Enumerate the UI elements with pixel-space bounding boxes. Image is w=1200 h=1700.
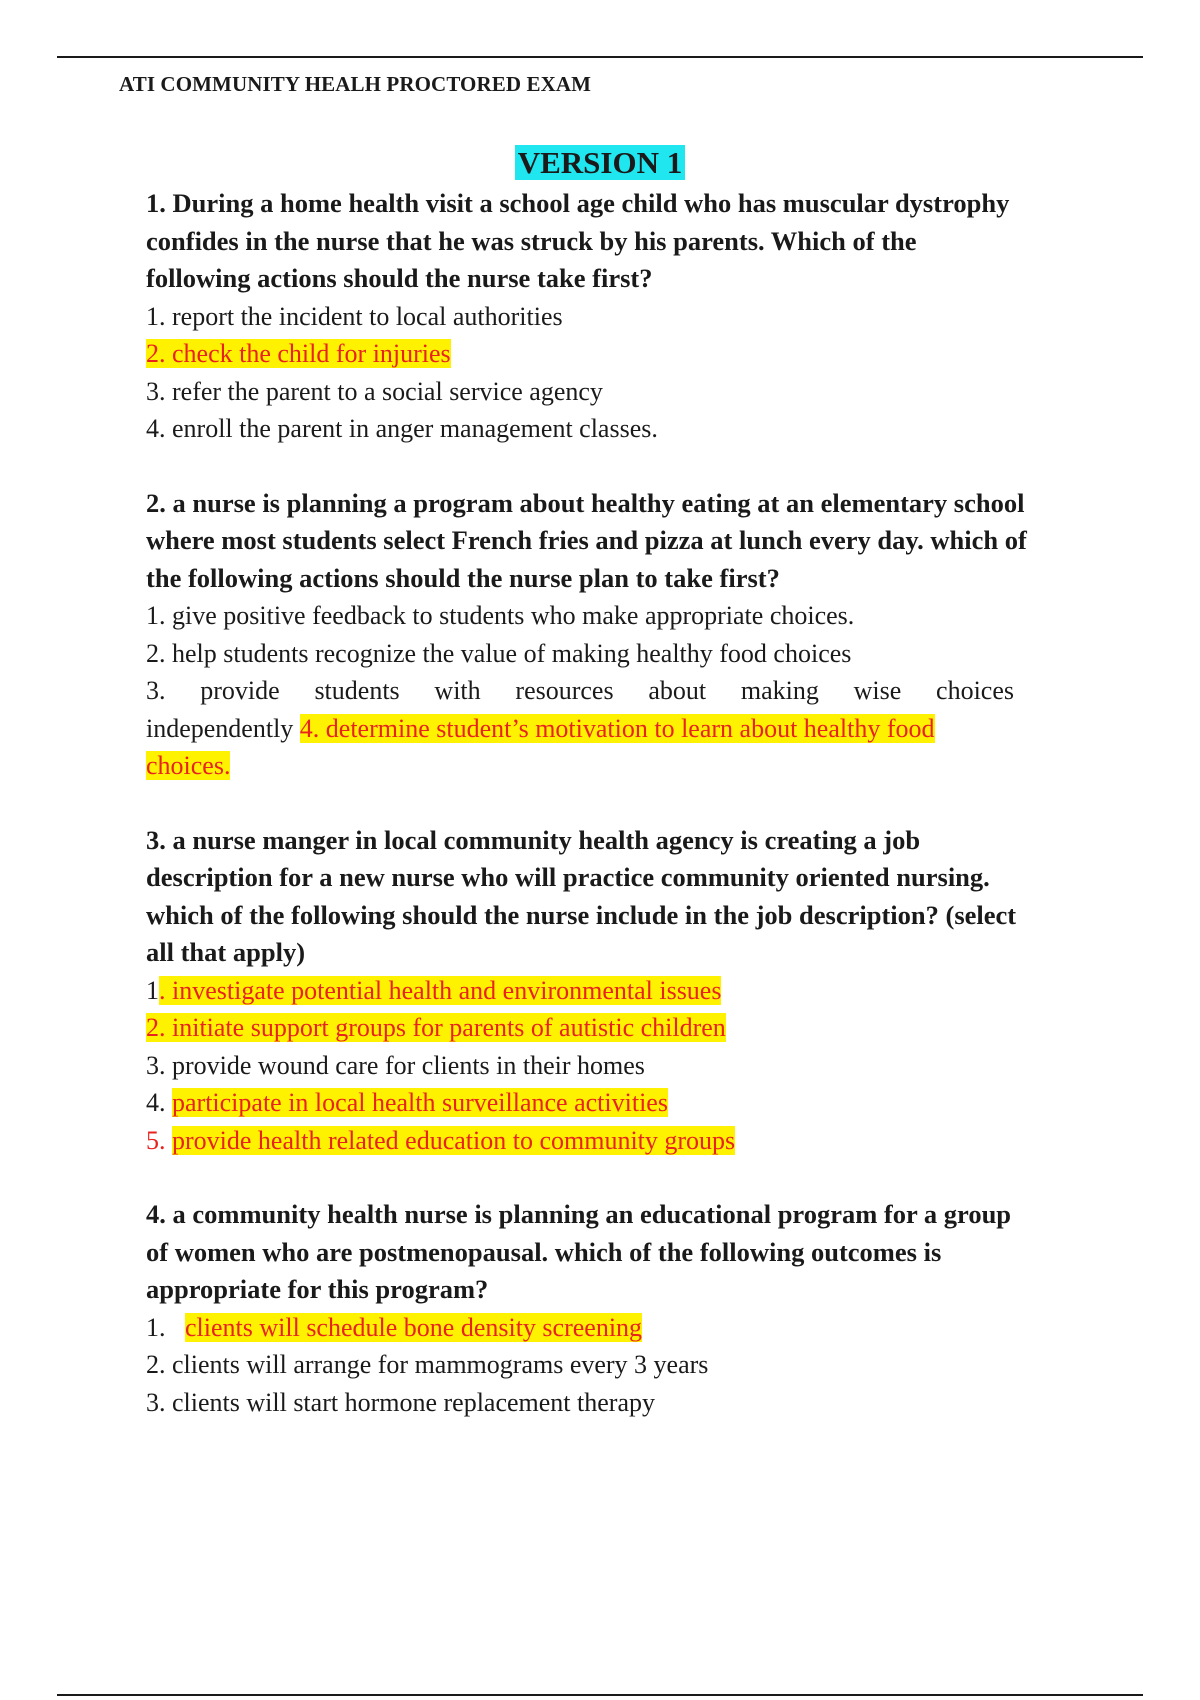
bottom-rule [57,1694,1143,1696]
question-4-option-3: 3. clients will start hormone replacement therapy [146,1387,655,1417]
question-2-option-2: 2. help students recognize the value of making healthy food choices [146,638,852,668]
question-3-option-1-number: 1 [146,975,159,1005]
top-rule [57,56,1143,58]
question-2-line-2: where most students select French fries and pizza at lunch every day. which of [146,525,1027,555]
question-3-line-3: which of the following should the nurse include in the job description? (select [146,899,1017,930]
question-4-line-3: appropriate for this program? [146,1274,489,1304]
question-3-line-2: description for a new nurse who will practice community oriented nursing. [146,862,990,892]
question-1-line-1: 1. During a home health visit a school age child who has muscular dystrophy [146,188,1010,218]
version-highlight: VERSION 1 [515,145,686,180]
question-3-option-5-answer: provide health related education to community groups [172,1125,736,1155]
version-label [0,144,1200,182]
question-3-option-1-answer: . investigate potential health and environmental issues [159,975,722,1005]
question-3-option-3: 3. provide wound care for clients in their homes [146,1050,645,1080]
document-header: ATI COMMUNITY HEALH PROCTORED EXAM [119,72,592,96]
question-4-line-1: 4. a community health nurse is planning an educational program for a group [146,1199,1012,1229]
question-3-line-4: all that apply) [146,937,306,967]
question-4-option-1-number: 1. [146,1312,185,1342]
question-2-option-3: 3. provide students with resources about making wise choices [146,676,1014,705]
question-2-option-1: 1. give positive feedback to students who make appropriate choices. [146,601,855,630]
question-2-line-3: the following actions should the nurse plan to take first? [146,562,780,593]
question-2-line-1: 2. a nurse is planning a program about healthy eating at an elementary school [146,487,1025,518]
question-4 [146,1196,1086,1421]
question-2-option-4-answer: 4. determine student’s motivation to learn about healthy food [299,713,935,743]
question-2-option-4-answer-continued: choices. [146,751,231,780]
question-3 [146,822,1086,1160]
question-1 [146,185,1086,448]
question-3-option-4-answer: participate in local health surveillance activities [172,1088,668,1117]
question-2 [146,485,1086,785]
question-4-option-2: 2. clients will arrange for mammograms every 3 years [146,1350,709,1379]
question-3-line-1: 3. a nurse manger in local community health agency is creating a job [146,824,921,855]
question-4-option-1-answer: clients will schedule bone density screening [185,1312,643,1342]
question-1-option-3: 3. refer the parent to a social service agency [146,376,603,406]
question-3-option-5-number: 5. [146,1125,172,1155]
question-2-option-3-continued: independently [146,713,300,743]
question-list [146,185,1086,1421]
question-4-line-2: of women who are postmenopausal. which of the following outcomes is [146,1236,942,1267]
question-1-line-3: following actions should the nurse take first? [146,263,653,293]
question-1-option-4: 4. enroll the parent in anger management classes. [146,414,658,443]
question-1-option-2-answer: 2. check the child for injuries [146,339,451,368]
question-3-option-2-answer: 2. initiate support groups for parents of autistic children [146,1013,726,1042]
question-1-option-1: 1. report the incident to local authorities [146,301,563,331]
question-3-option-4-number: 4. [146,1088,172,1117]
question-1-line-2: confides in the nurse that he was struck by his parents. Which of the [146,225,917,256]
